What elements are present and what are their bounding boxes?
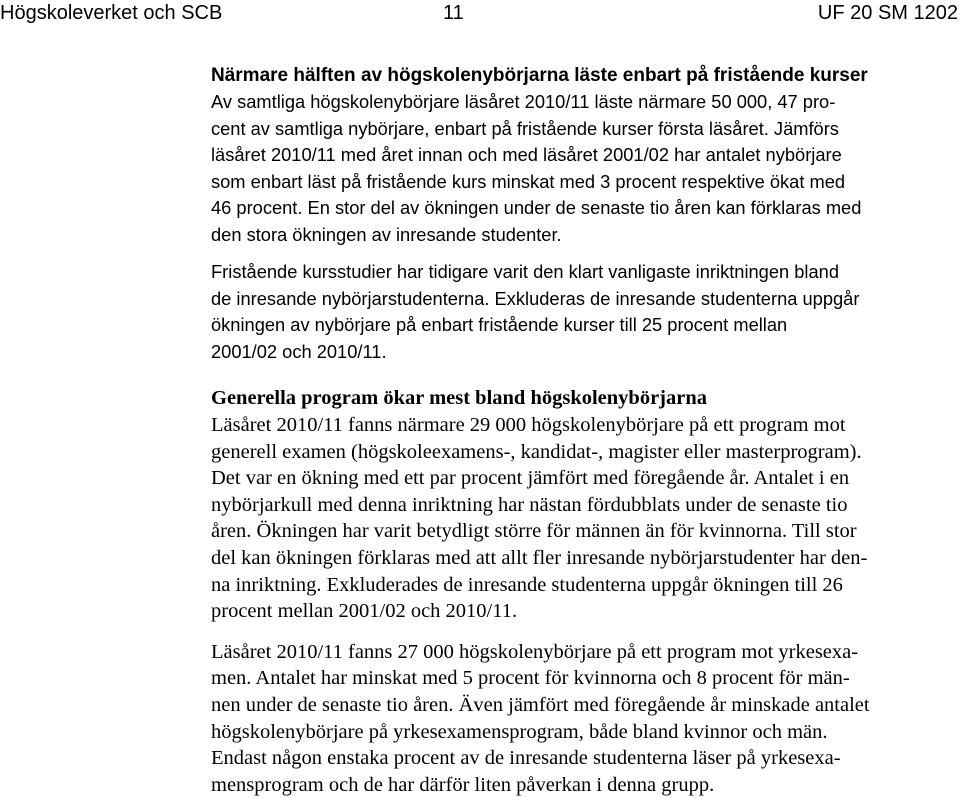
section-heading-general-programs: Generella program ökar mest bland högskolenybörjarna — [211, 387, 708, 409]
paragraph-general-programs-2: Läsåret 2010/11 fanns 27 000 högskolenybörjare på ett program mot yrkesexa- men. Antalet har minskat med 5 procent för kvinnorna och 8 procent för män- nen under de senaste tio åren. Även jämfört med föregående år minskade antalet högskolenybörjare på yrkesexamensprogram, både bland kvinnor och män. Endast någon enstaka procent av de inresande studenterna läser på yrkesexa- mensprogram och de har därför liten påverkan i denna grupp. — [211, 640, 870, 796]
section-heading-freestanding-courses: Närmare hälften av högskolenybörjarna läste enbart på fristående kurser — [211, 65, 868, 86]
paragraph-freestanding-1: Av samtliga högskolenybörjare läsåret 2010/11 läste närmare 50 000, 47 pro- cent av samtliga nybörjare, enbart på fristående kurser första läsåret. Jämförs läsåret 2010/11 med året innan och med läsåret 2001/02 har antalet nybörjare som enbart läst på fristående kurs minskat med 3 procent respektive ökat med 46 procent. En stor del av ökningen under de senaste tio åren kan förklaras med den stora ökningen av inresande studenter. — [211, 91, 862, 245]
report-id: UF 20 SM 1202 — [817, 2, 958, 24]
paragraph-general-programs-1: Läsåret 2010/11 fanns närmare 29 000 högskolenybörjare på ett program mot generell examen (högskoleexamens-, kandidat-, magister eller masterprogram). Det var en ökning med ett par procent jämfört med föregående år. Antalet i en nybörjarkull med denna inriktning har nästan fördubblats under de senaste tio åren. Ökningen har varit betydligt större för männen än för kvinnorna. Till stor del kan ökningen förklaras med att allt fler inresande nybörjarstudenter har den- na inriktning. Exkluderades de inresande studenterna uppgår ökningen till 26 procent mellan 2001/02 och 2010/11. — [211, 414, 868, 623]
document-body — [211, 62, 956, 798]
page-number: 11 — [443, 2, 464, 24]
paragraph-freestanding-2: Fristående kursstudier har tidigare varit den klart vanligaste inriktningen bland de inresande nybörjarstudenterna. Exkluderas de inresande studenterna uppgår ökningen av nybörjare på enbart fristående kurser till 25 procent mellan 2001/02 och 2010/11. — [211, 261, 860, 362]
publisher-label: Högskoleverket och SCB — [0, 2, 223, 24]
page-header — [0, 0, 960, 30]
